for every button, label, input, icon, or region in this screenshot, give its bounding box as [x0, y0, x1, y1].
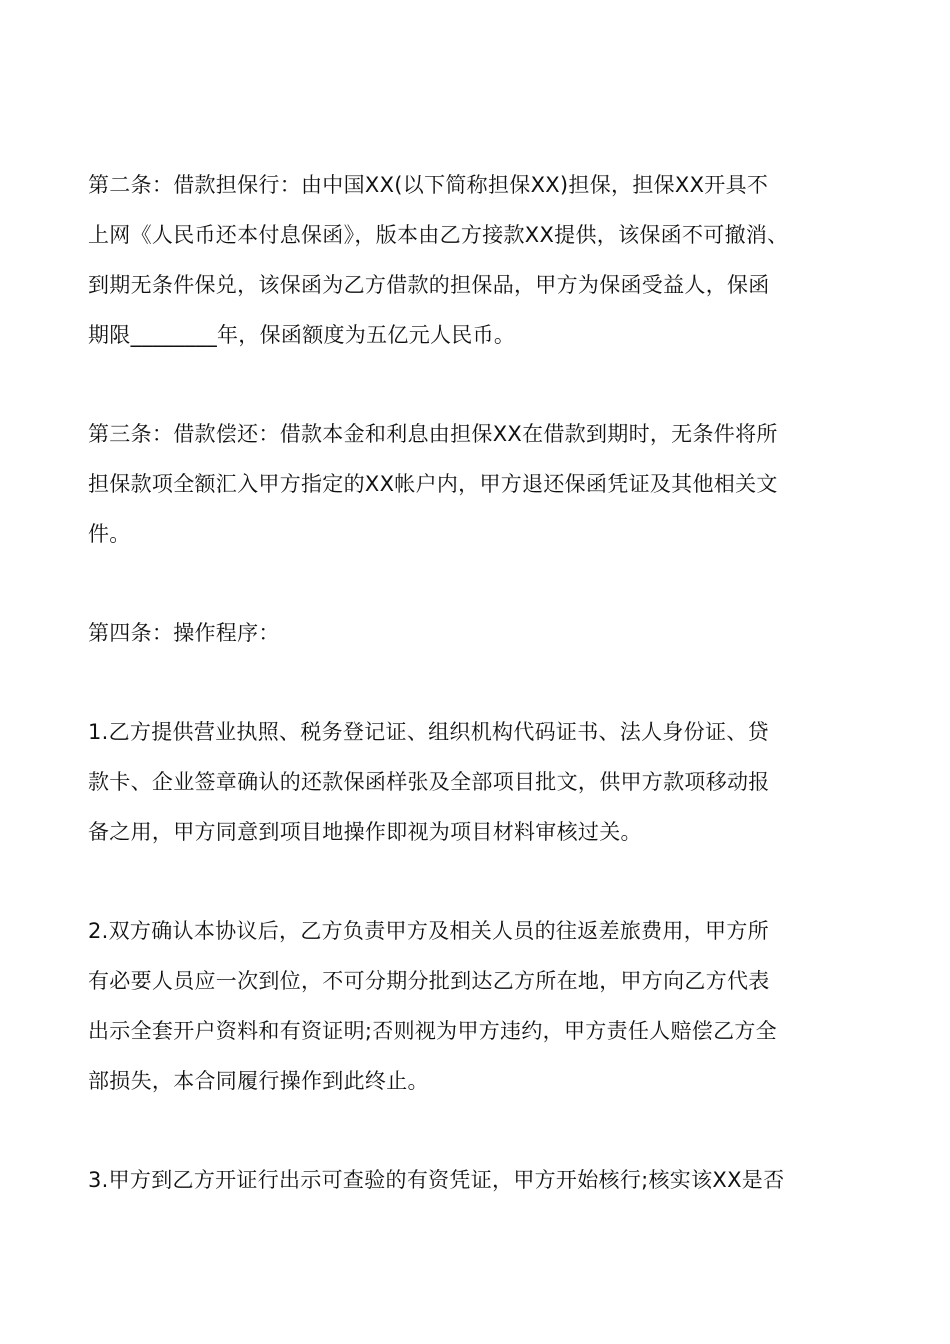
text-line: 第二条：借款担保行：由中国XX(以下简称担保XX)担保，担保XX开具不 — [88, 173, 769, 197]
text-line: 有必要人员应一次到位，不可分期分批到达乙方所在地，甲方向乙方代表 — [88, 969, 770, 993]
text-line: 件。 — [88, 522, 131, 546]
article-3-paragraph — [88, 409, 873, 559]
text-line: 期限________年，保函额度为五亿元人民币。 — [88, 323, 516, 347]
procedure-item-2 — [88, 906, 873, 1106]
document-body — [88, 160, 873, 1254]
procedure-item-1 — [88, 707, 873, 857]
article-2-paragraph — [88, 160, 873, 360]
text-line: 1.乙方提供营业执照、税务登记证、组织机构代码证书、法人身份证、贷 — [88, 720, 769, 744]
text-line: 担保款项全额汇入甲方指定的XX帐户内，甲方退还保函凭证及其他相关文 — [88, 472, 778, 496]
text-line: 3.甲方到乙方开证行出示可查验的有资凭证，甲方开始核行;核实该XX是否 — [88, 1168, 785, 1192]
text-line: 到期无条件保兑，该保函为乙方借款的担保品，甲方为保函受益人，保函 — [88, 273, 770, 297]
text-line: 出示全套开户资料和有资证明;否则视为甲方违约，甲方责任人赔偿乙方全 — [88, 1019, 777, 1043]
text-line: 第三条：借款偿还：借款本金和利息由担保XX在借款到期时，无条件将所 — [88, 422, 778, 446]
text-line: 2.双方确认本协议后，乙方负责甲方及相关人员的往返差旅费用，甲方所 — [88, 919, 769, 943]
text-line: 第四条：操作程序： — [88, 621, 280, 645]
text-line: 款卡、企业签章确认的还款保函样张及全部项目批文，供甲方款项移动报 — [88, 770, 770, 794]
procedure-item-3 — [88, 1155, 873, 1205]
text-line: 备之用，甲方同意到项目地操作即视为项目材料审核过关。 — [88, 820, 642, 844]
text-line: 部损失，本合同履行操作到此终止。 — [88, 1069, 429, 1093]
article-4-heading — [88, 608, 873, 658]
text-line: 上网《人民币还本付息保函》，版本由乙方接款XX提供，该保函不可撤消、 — [88, 223, 789, 247]
